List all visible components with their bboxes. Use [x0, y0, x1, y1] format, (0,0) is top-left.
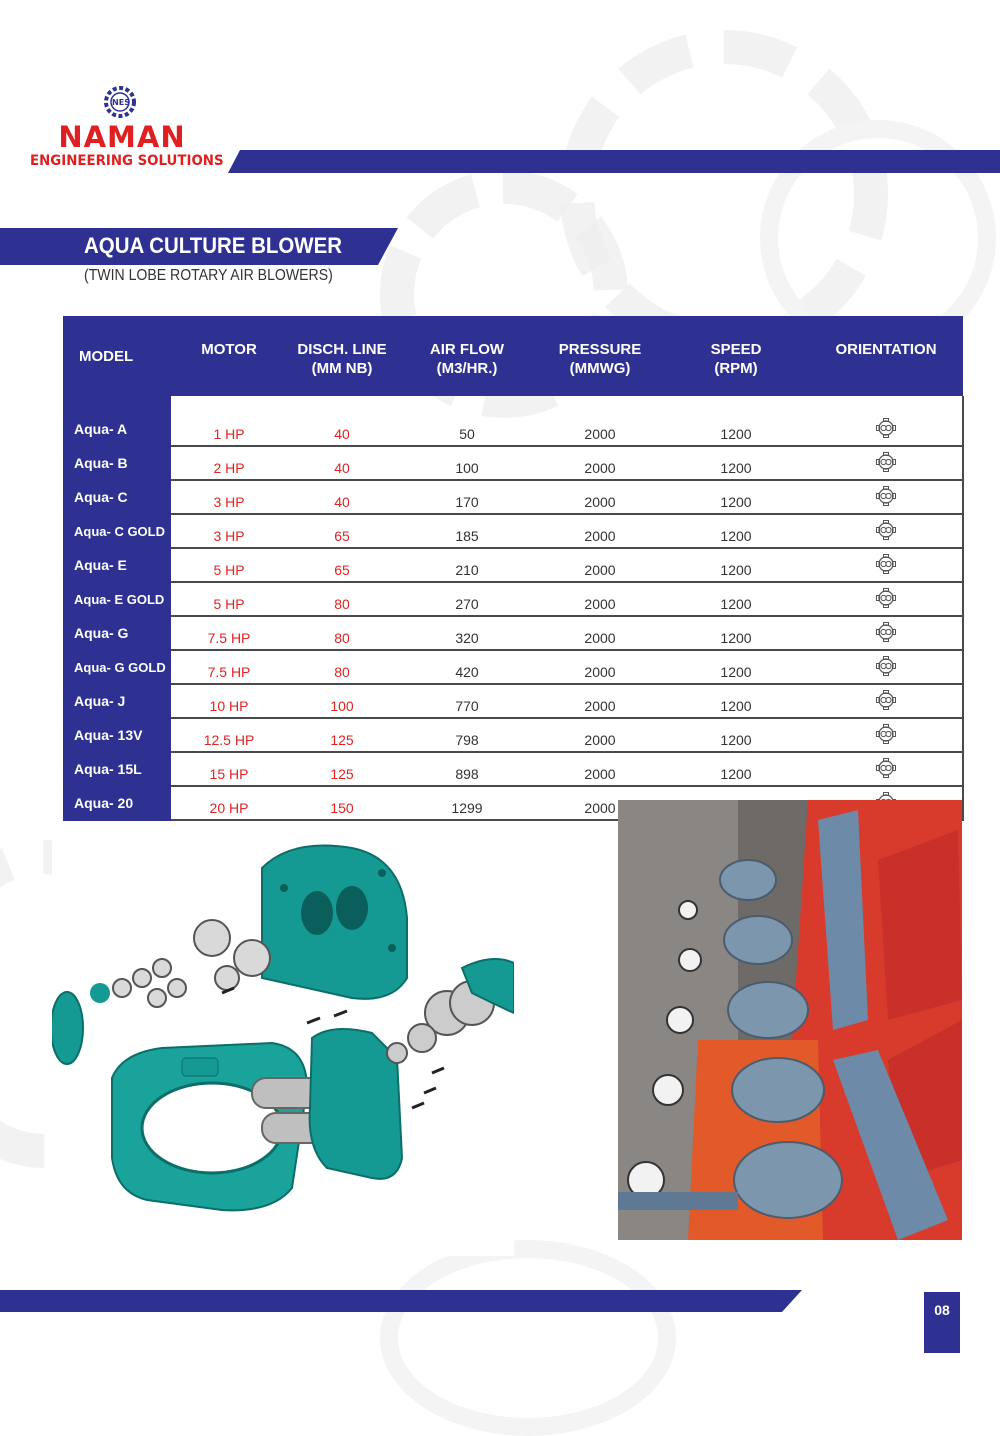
cell-motor: 3 HP	[171, 480, 287, 514]
cell-pressure: 2000	[537, 786, 663, 820]
table-row	[63, 582, 963, 616]
brand-name: NAMAN	[58, 120, 186, 154]
cell-motor: 20 HP	[171, 786, 287, 820]
footer-stripe	[0, 1290, 802, 1312]
cell-disch-line: 80	[287, 582, 397, 616]
cell-air-flow: 320	[397, 616, 537, 650]
cell-disch-line: 80	[287, 616, 397, 650]
table-row	[63, 446, 963, 480]
cell-speed: 1200	[663, 752, 809, 786]
cell-disch-line: 40	[287, 396, 397, 446]
cell-orientation	[809, 548, 963, 582]
header-motor: MOTOR	[171, 316, 287, 396]
cell-pressure: 2000	[537, 684, 663, 718]
table-row	[63, 480, 963, 514]
header-orientation: ORIENTATION	[809, 316, 963, 396]
cell-model: Aqua- G GOLD	[63, 650, 171, 684]
cell-disch-line: 100	[287, 684, 397, 718]
cell-speed: 1200	[663, 396, 809, 446]
cell-motor: 1 HP	[171, 396, 287, 446]
cell-pressure: 2000	[537, 396, 663, 446]
cell-disch-line: 65	[287, 514, 397, 548]
cell-air-flow: 185	[397, 514, 537, 548]
cell-orientation	[809, 514, 963, 548]
cell-disch-line: 150	[287, 786, 397, 820]
cell-disch-line: 40	[287, 446, 397, 480]
blower-orientation-icon	[874, 665, 898, 681]
cell-disch-line: 125	[287, 718, 397, 752]
cell-pressure: 2000	[537, 446, 663, 480]
logo-emblem	[22, 84, 222, 122]
header-model: MODEL	[63, 316, 171, 396]
cell-air-flow: 898	[397, 752, 537, 786]
page-title: AQUA CULTURE BLOWER	[84, 233, 343, 258]
blower-orientation-icon	[874, 699, 898, 715]
cell-orientation	[809, 446, 963, 480]
cell-pressure: 2000	[537, 752, 663, 786]
blower-exploded-view-illustration	[52, 828, 514, 1256]
logo-emblem-text: NES	[112, 98, 130, 107]
blower-orientation-icon	[874, 529, 898, 545]
table-row	[63, 616, 963, 650]
header-air-flow: AIR FLOW (M3/HR.)	[397, 316, 537, 396]
cell-speed: 1200	[663, 548, 809, 582]
page-number: 08	[924, 1292, 960, 1353]
company-logo	[22, 84, 222, 170]
table-header-row	[63, 316, 963, 396]
cell-model: Aqua- 20	[63, 786, 171, 820]
cell-speed: 1200	[663, 446, 809, 480]
cell-disch-line: 65	[287, 548, 397, 582]
table-row	[63, 396, 963, 446]
cell-pressure: 2000	[537, 514, 663, 548]
cell-orientation	[809, 582, 963, 616]
header-stripe	[228, 150, 1000, 173]
cell-motor: 5 HP	[171, 548, 287, 582]
cell-speed: 1200	[663, 514, 809, 548]
cell-air-flow: 1299	[397, 786, 537, 820]
specifications-table	[63, 316, 964, 821]
cell-speed: 1200	[663, 684, 809, 718]
brand-tagline: ENGINEERING SOLUTIONS	[30, 153, 224, 169]
table-row	[63, 650, 963, 684]
cell-air-flow: 770	[397, 684, 537, 718]
blower-orientation-icon	[874, 733, 898, 749]
cell-air-flow: 50	[397, 396, 537, 446]
blower-orientation-icon	[874, 461, 898, 477]
blower-orientation-icon	[874, 767, 898, 783]
cell-orientation	[809, 684, 963, 718]
cell-speed: 1200	[663, 616, 809, 650]
cell-air-flow: 100	[397, 446, 537, 480]
cell-motor: 2 HP	[171, 446, 287, 480]
cell-motor: 5 HP	[171, 582, 287, 616]
cell-motor: 15 HP	[171, 752, 287, 786]
cell-model: Aqua- B	[63, 446, 171, 480]
cell-motor: 10 HP	[171, 684, 287, 718]
header-speed: SPEED (RPM)	[663, 316, 809, 396]
cell-pressure: 2000	[537, 582, 663, 616]
blower-orientation-icon	[874, 495, 898, 511]
table-row	[63, 684, 963, 718]
cell-air-flow: 798	[397, 718, 537, 752]
cell-disch-line: 80	[287, 650, 397, 684]
page-subtitle: (TWIN LOBE ROTARY AIR BLOWERS)	[84, 267, 333, 284]
cell-pressure: 2000	[537, 650, 663, 684]
cell-pressure: 2000	[537, 616, 663, 650]
cell-model: Aqua- C GOLD	[63, 514, 171, 548]
blower-orientation-icon	[874, 631, 898, 647]
cell-orientation	[809, 718, 963, 752]
cell-speed: 1200	[663, 582, 809, 616]
blower-orientation-icon	[874, 427, 898, 443]
cell-disch-line: 125	[287, 752, 397, 786]
blower-orientation-icon	[874, 597, 898, 613]
cell-orientation	[809, 480, 963, 514]
table-row	[63, 548, 963, 582]
cell-motor: 7.5 HP	[171, 650, 287, 684]
table-row	[63, 718, 963, 752]
background-gear-decoration	[380, 1240, 676, 1436]
cell-model: Aqua- G	[63, 616, 171, 650]
cell-orientation	[809, 650, 963, 684]
cell-model: Aqua- E GOLD	[63, 582, 171, 616]
cell-air-flow: 170	[397, 480, 537, 514]
cell-model: Aqua- 15L	[63, 752, 171, 786]
header-pressure: PRESSURE (MMWG)	[537, 316, 663, 396]
table-row	[63, 514, 963, 548]
blower-orientation-icon	[874, 563, 898, 579]
cell-orientation	[809, 616, 963, 650]
cell-air-flow: 270	[397, 582, 537, 616]
cell-model: Aqua- A	[63, 396, 171, 446]
cell-pressure: 2000	[537, 548, 663, 582]
cell-pressure: 2000	[537, 718, 663, 752]
table-body	[63, 396, 963, 820]
cell-model: Aqua- 13V	[63, 718, 171, 752]
cell-orientation	[809, 752, 963, 786]
cell-motor: 3 HP	[171, 514, 287, 548]
cell-air-flow: 420	[397, 650, 537, 684]
cell-speed: 1200	[663, 480, 809, 514]
cell-motor: 12.5 HP	[171, 718, 287, 752]
cell-model: Aqua- J	[63, 684, 171, 718]
cell-model: Aqua- C	[63, 480, 171, 514]
cell-disch-line: 40	[287, 480, 397, 514]
cell-air-flow: 210	[397, 548, 537, 582]
cell-motor: 7.5 HP	[171, 616, 287, 650]
cell-pressure: 2000	[537, 480, 663, 514]
blower-installation-photo	[618, 800, 962, 1240]
table-row	[63, 752, 963, 786]
cell-orientation	[809, 396, 963, 446]
cell-model: Aqua- E	[63, 548, 171, 582]
header-disch-line: DISCH. LINE (MM NB)	[287, 316, 397, 396]
cell-speed: 1200	[663, 650, 809, 684]
cell-speed: 1200	[663, 718, 809, 752]
